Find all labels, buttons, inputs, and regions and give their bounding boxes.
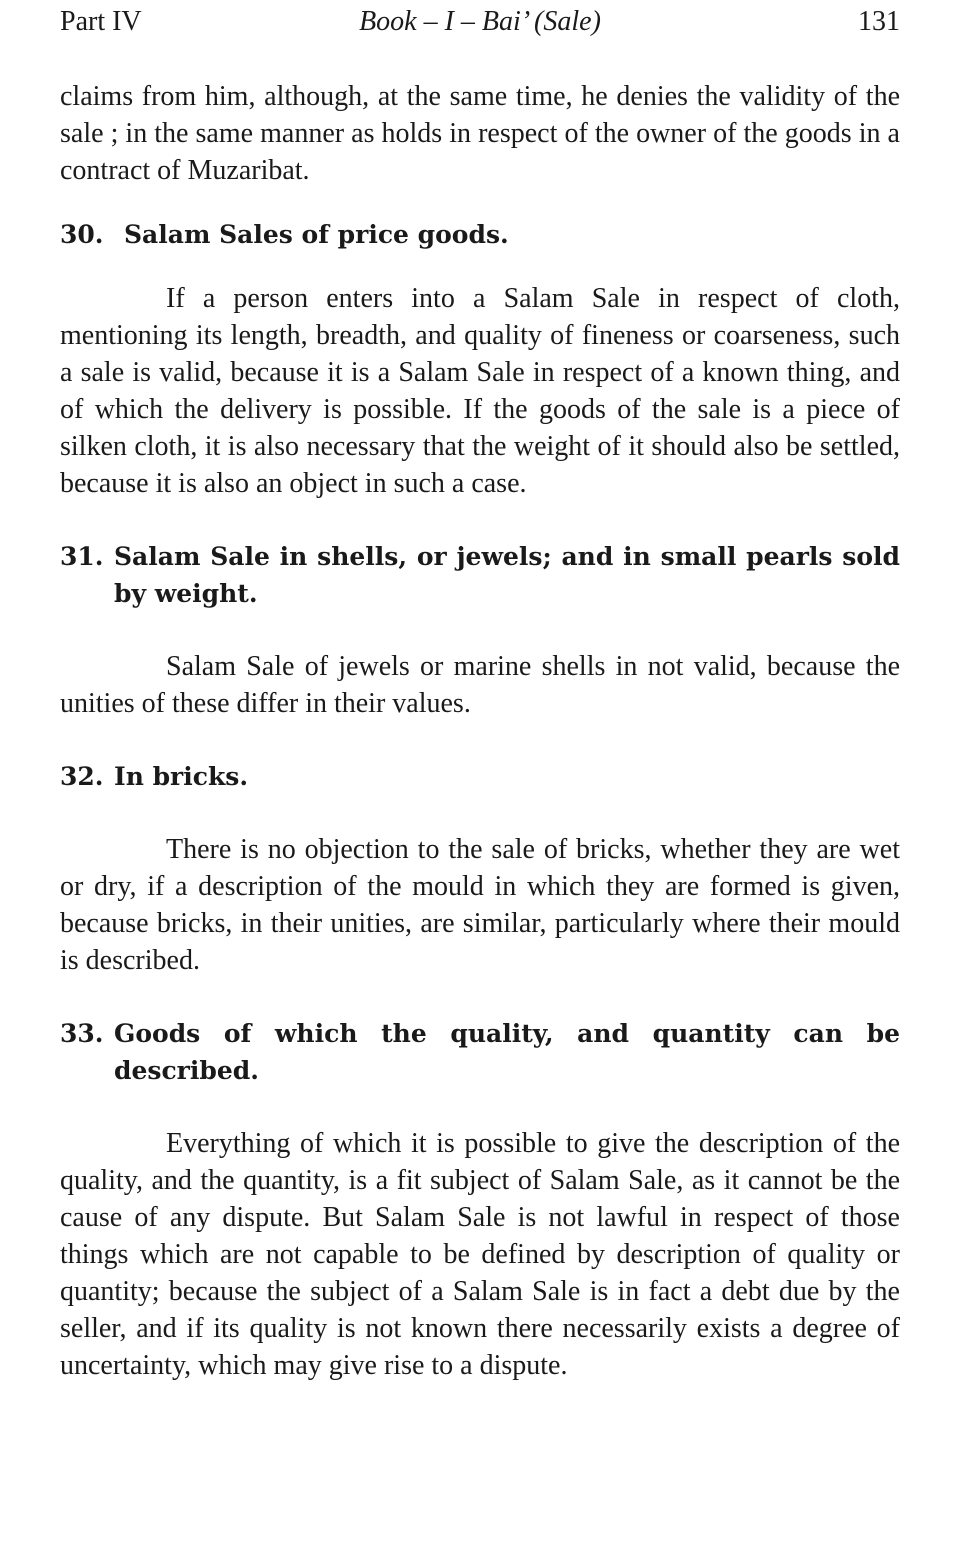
running-header [60,2,900,42]
section-body-30: If a person enters into a Salam Sale in respect of cloth, mentioning its length, breadth, and quality of fineness or coarseness, such a sale is valid, because it is a Salam Sale in respect of a known thing, and of which the delivery is possible. If the goods of the sale is a piece of silken cloth, it is also necessary that the weight of it should also be settled, because it is also an object in such a case. [60,283,900,499]
page-number: 131 [858,6,900,37]
section-body-32: There is no objection to the sale of bricks, whether they are wet or dry, if a description of the mould in which they are formed is given, because bricks, in their unities, are similar, particularly where their mould is described. [60,834,900,976]
section-body-33: Everything of which it is possible to give the description of the quality, and the quantity, is a fit subject of Salam Sale, as it cannot be the cause of any dispute. But Salam Sale is not lawful in respect of those things which are not capable to be defined by description of quality or quantity; because the subject of a Salam Sale is in fact a debt due by the seller, and if its quality is not known there necessarily exists a degree of uncertainty, which may give rise to a dispute. [60,1128,900,1381]
section-heading-31 [60,538,900,612]
section-number: 30. [60,220,104,249]
book-page [60,0,900,1384]
section-heading-33 [60,1015,900,1089]
section-number: 33. [60,1019,104,1048]
intro-paragraph: claims from him, although, at the same time, he denies the validity of the sale ; in the same manner as holds in respect of the owner of the goods in a contract of Muzaribat. [60,81,900,186]
section-title: Goods of which the quality, and quantity can be described. [114,1019,900,1085]
book-title: Book – I – Bai’ (Sale) [359,6,601,37]
section-body-31: Salam Sale of jewels or marine shells in not valid, because the unities of these differ in their values. [60,651,900,719]
section-title: In bricks. [114,762,249,791]
section-title: Salam Sales of price goods. [124,220,509,249]
part-label: Part IV [60,6,142,37]
section-heading-32 [60,758,900,795]
section-title: Salam Sale in shells, or jewels; and in small pearls sold by weight. [114,542,900,608]
section-number: 31. [60,542,104,571]
section-number: 32. [60,762,104,791]
section-heading-30 [60,216,900,253]
